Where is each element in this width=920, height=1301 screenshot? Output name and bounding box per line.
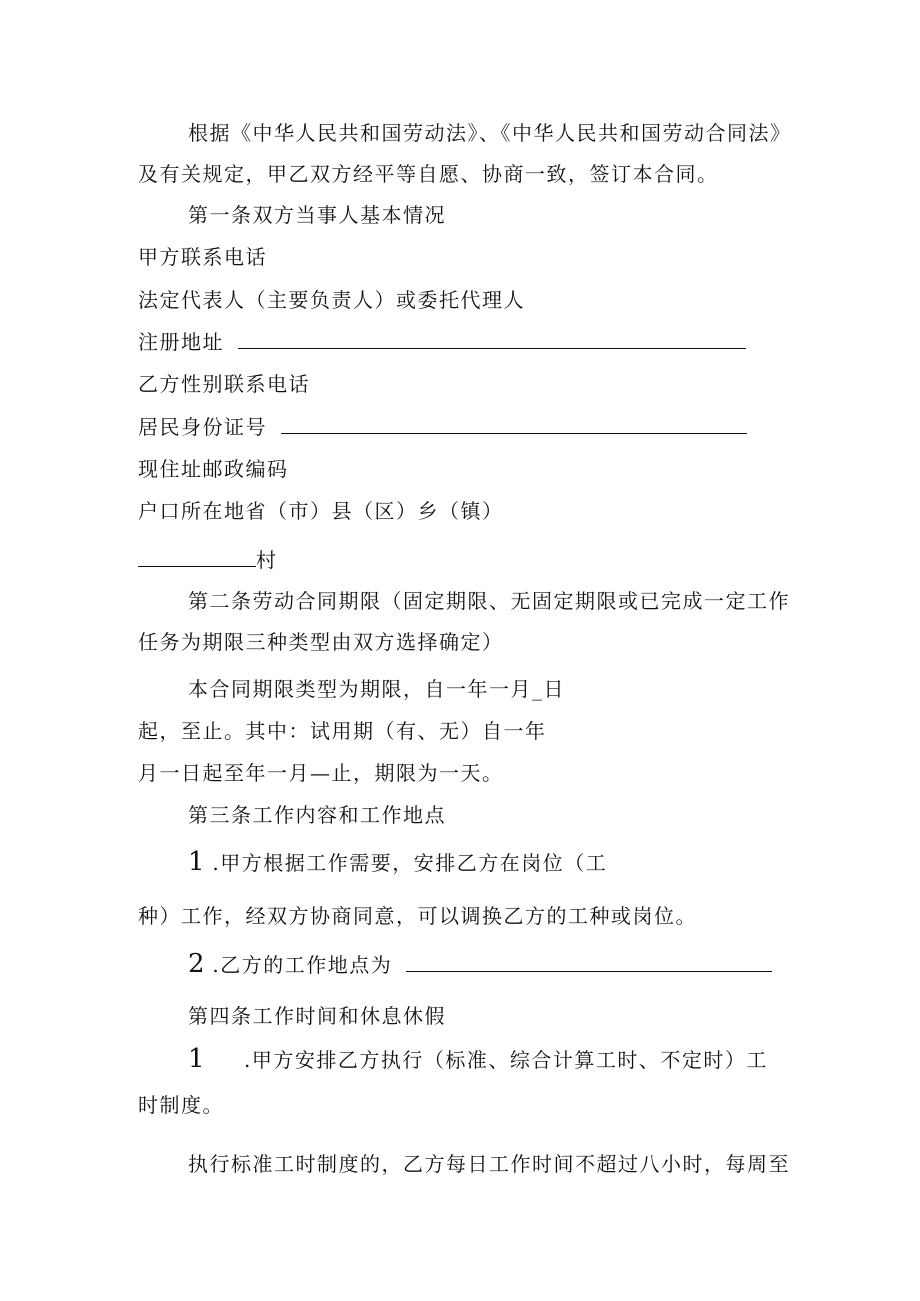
article-3-item-2-line xyxy=(188,950,772,979)
term-line-2: 起，至止。其中：试用期（有、无）自一年 xyxy=(138,719,547,743)
id-number-label: 居民身份证号 xyxy=(138,415,267,439)
term-line-3: 月一日起至年一月—止，期限为一天。 xyxy=(138,761,504,785)
item-2-text: .乙方的工作地点为 xyxy=(212,953,393,977)
registered-address-line xyxy=(138,328,746,356)
village-label: 村 xyxy=(256,548,278,572)
village-blank xyxy=(138,546,256,567)
article-2-line-1: 第二条劳动合同期限（固定期限、无固定期限或已完成一定工作 xyxy=(188,589,790,613)
party-b-line: 乙方性别联系电话 xyxy=(138,372,310,396)
article-3-item-1-line-1 xyxy=(188,848,607,877)
article-3-item-1-line-2: 种）工作，经双方协商同意，可以调换乙方的工种或岗位。 xyxy=(138,904,697,928)
article-4-item-1-line-2: 时制度。 xyxy=(138,1093,224,1117)
current-address-line: 现住址邮政编码 xyxy=(138,457,289,481)
article-4-item-1-text: .甲方安排乙方执行（标准、综合计算工时、不定时）工 xyxy=(244,1048,768,1072)
registered-address-blank xyxy=(238,328,746,349)
hukou-line: 户口所在地省（市）县（区）乡（镇） xyxy=(138,499,504,523)
term-line-1: 本合同期限类型为期限，自一年一月_日 xyxy=(188,677,565,701)
registered-address-label: 注册地址 xyxy=(138,330,224,354)
item-1-number: 1 xyxy=(188,847,205,877)
item-2-number: 2 xyxy=(188,949,205,979)
article-4-item-1-number: 1 xyxy=(188,1044,205,1074)
article-1-title: 第一条双方当事人基本情况 xyxy=(188,203,446,227)
village-line xyxy=(138,546,278,574)
article-4-title: 第四条工作时间和休息休假 xyxy=(188,1004,446,1028)
id-number-blank xyxy=(281,413,747,434)
article-3-title: 第三条工作内容和工作地点 xyxy=(188,803,446,827)
legal-representative-line: 法定代表人（主要负责人）或委托代理人 xyxy=(138,288,525,312)
party-a-phone-line: 甲方联系电话 xyxy=(138,245,267,269)
id-number-line xyxy=(138,413,747,441)
standard-hours-line-1: 执行标准工时制度的，乙方每日工作时间不超过八小时，每周至 xyxy=(188,1152,790,1176)
preamble-line-1: 根据《中华人民共和国劳动法》、《中华人民共和国劳动合同法》 xyxy=(188,121,792,145)
work-location-blank xyxy=(406,951,772,972)
article-2-line-2: 任务为期限三种类型由双方选择确定） xyxy=(138,630,504,654)
item-1-text: .甲方根据工作需要，安排乙方在岗位（工 xyxy=(212,851,608,875)
preamble-line-2: 及有关规定，甲乙双方经平等自愿、协商一致，签订本合同。 xyxy=(138,162,719,186)
article-4-item-1-line-1 xyxy=(188,1045,768,1074)
